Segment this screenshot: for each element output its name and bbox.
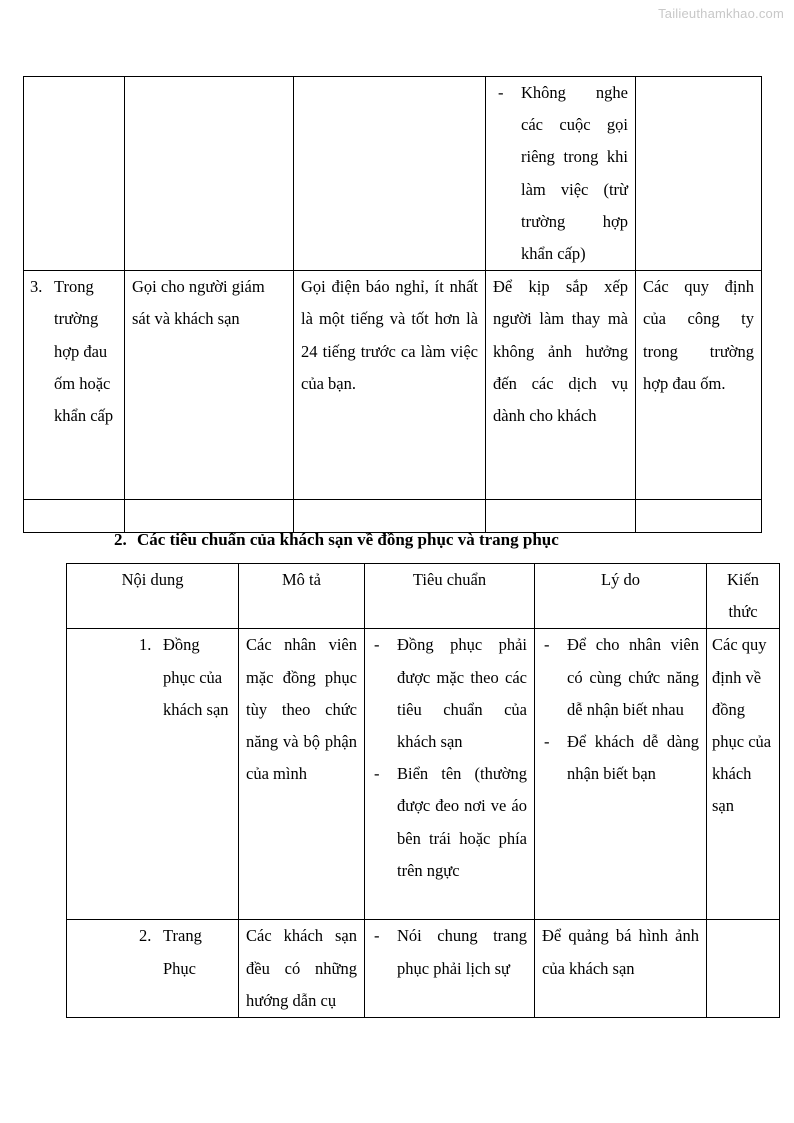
cell-knowledge <box>636 271 762 500</box>
standard-bullet: - Đồng phục phải được mặc theo các tiêu chuẩn của khách sạn <box>369 629 527 758</box>
situation-text: Trong trường hợp đau ốm hoặc khẩn cấp <box>54 277 114 426</box>
content-text: Đồng phục của khách sạn <box>163 635 229 719</box>
table-row-sick-leave <box>24 271 762 500</box>
cell-empty <box>24 500 125 533</box>
section-title: Các tiêu chuẩn của khách sạn về đồng phục và trang phục <box>137 530 559 549</box>
reason-text: Để kịp sắp xếp người làm thay mà không ảnh hưởng đến các dịch vụ dành cho khách <box>493 277 628 426</box>
rule-bullet: - Không nghe các cuộc gọi riêng trong khi làm việc (trừ trường hợp khẩn cấp) <box>493 77 628 270</box>
cell-content <box>67 629 239 920</box>
cell-empty <box>24 77 125 271</box>
header-reason: Lý do <box>535 564 707 629</box>
knowledge-text: Các quy định của công ty trong trường hợp đau ốm. <box>643 277 754 393</box>
cell-how <box>294 271 486 500</box>
cell-reason <box>535 920 707 1018</box>
knowledge-text: Các quy định về đồng phục của khách sạn <box>712 635 772 816</box>
reason-text: Để quảng bá hình ảnh của khách sạn <box>542 926 699 978</box>
cell-knowledge <box>707 629 780 920</box>
section-heading <box>114 530 559 550</box>
table-row-uniform <box>67 629 780 920</box>
cell-description <box>239 629 365 920</box>
row-number: 1. <box>139 635 152 655</box>
header-content: Nội dung <box>67 564 239 629</box>
who-text: Gọi cho người giám sát và khách sạn <box>132 277 265 329</box>
cell-empty <box>294 77 486 271</box>
standard-bullet: - Nói chung trang phục phải lịch sự <box>369 920 527 984</box>
header-knowledge: Kiến thức <box>707 564 780 629</box>
cell-situation <box>24 271 125 500</box>
cell-standards <box>365 629 535 920</box>
reason-bullet: - Để cho nhân viên có cùng chức năng dễ nhận biết nhau <box>539 629 699 726</box>
row-number: 3. <box>30 277 43 297</box>
content-text: Trang Phục <box>163 926 202 978</box>
description-text: Các khách sạn đều có những hướng dẫn cụ <box>246 926 357 1010</box>
cell-empty <box>636 77 762 271</box>
table-row-attire <box>67 920 780 1018</box>
section-number: 2. <box>114 530 127 549</box>
table-row-continuation <box>24 77 762 271</box>
cell-rule <box>486 77 636 271</box>
header-description: Mô tả <box>239 564 365 629</box>
cell-who <box>125 271 294 500</box>
uniform-standards-table <box>66 563 780 1018</box>
watermark: Tailieuthamkhao.com <box>658 6 784 21</box>
how-text: Gọi điện báo nghỉ, ít nhất là một tiếng và tốt hơn là 24 tiếng trước ca làm việc của bạn. <box>301 277 478 393</box>
reason-bullet: - Để khách dễ dàng nhận biết bạn <box>539 726 699 790</box>
cell-empty <box>125 77 294 271</box>
cell-reasons <box>535 629 707 920</box>
cell-empty <box>125 500 294 533</box>
header-standard: Tiêu chuẩn <box>365 564 535 629</box>
table-header-row <box>67 564 780 629</box>
row-number: 2. <box>139 926 152 946</box>
cell-standards <box>365 920 535 1018</box>
cell-description <box>239 920 365 1018</box>
cell-empty <box>294 500 486 533</box>
cell-content <box>67 920 239 1018</box>
description-text: Các nhân viên mặc đồng phục tùy theo chức năng và bộ phận của mình <box>246 635 357 784</box>
responsibilities-table <box>23 76 762 533</box>
cell-knowledge <box>707 920 780 1018</box>
table-row-empty <box>24 500 762 533</box>
cell-empty <box>636 500 762 533</box>
standard-bullet: - Biển tên (thường được đeo nơi ve áo bên trái hoặc phía trên ngực <box>369 758 527 887</box>
cell-reason <box>486 271 636 500</box>
cell-empty <box>486 500 636 533</box>
